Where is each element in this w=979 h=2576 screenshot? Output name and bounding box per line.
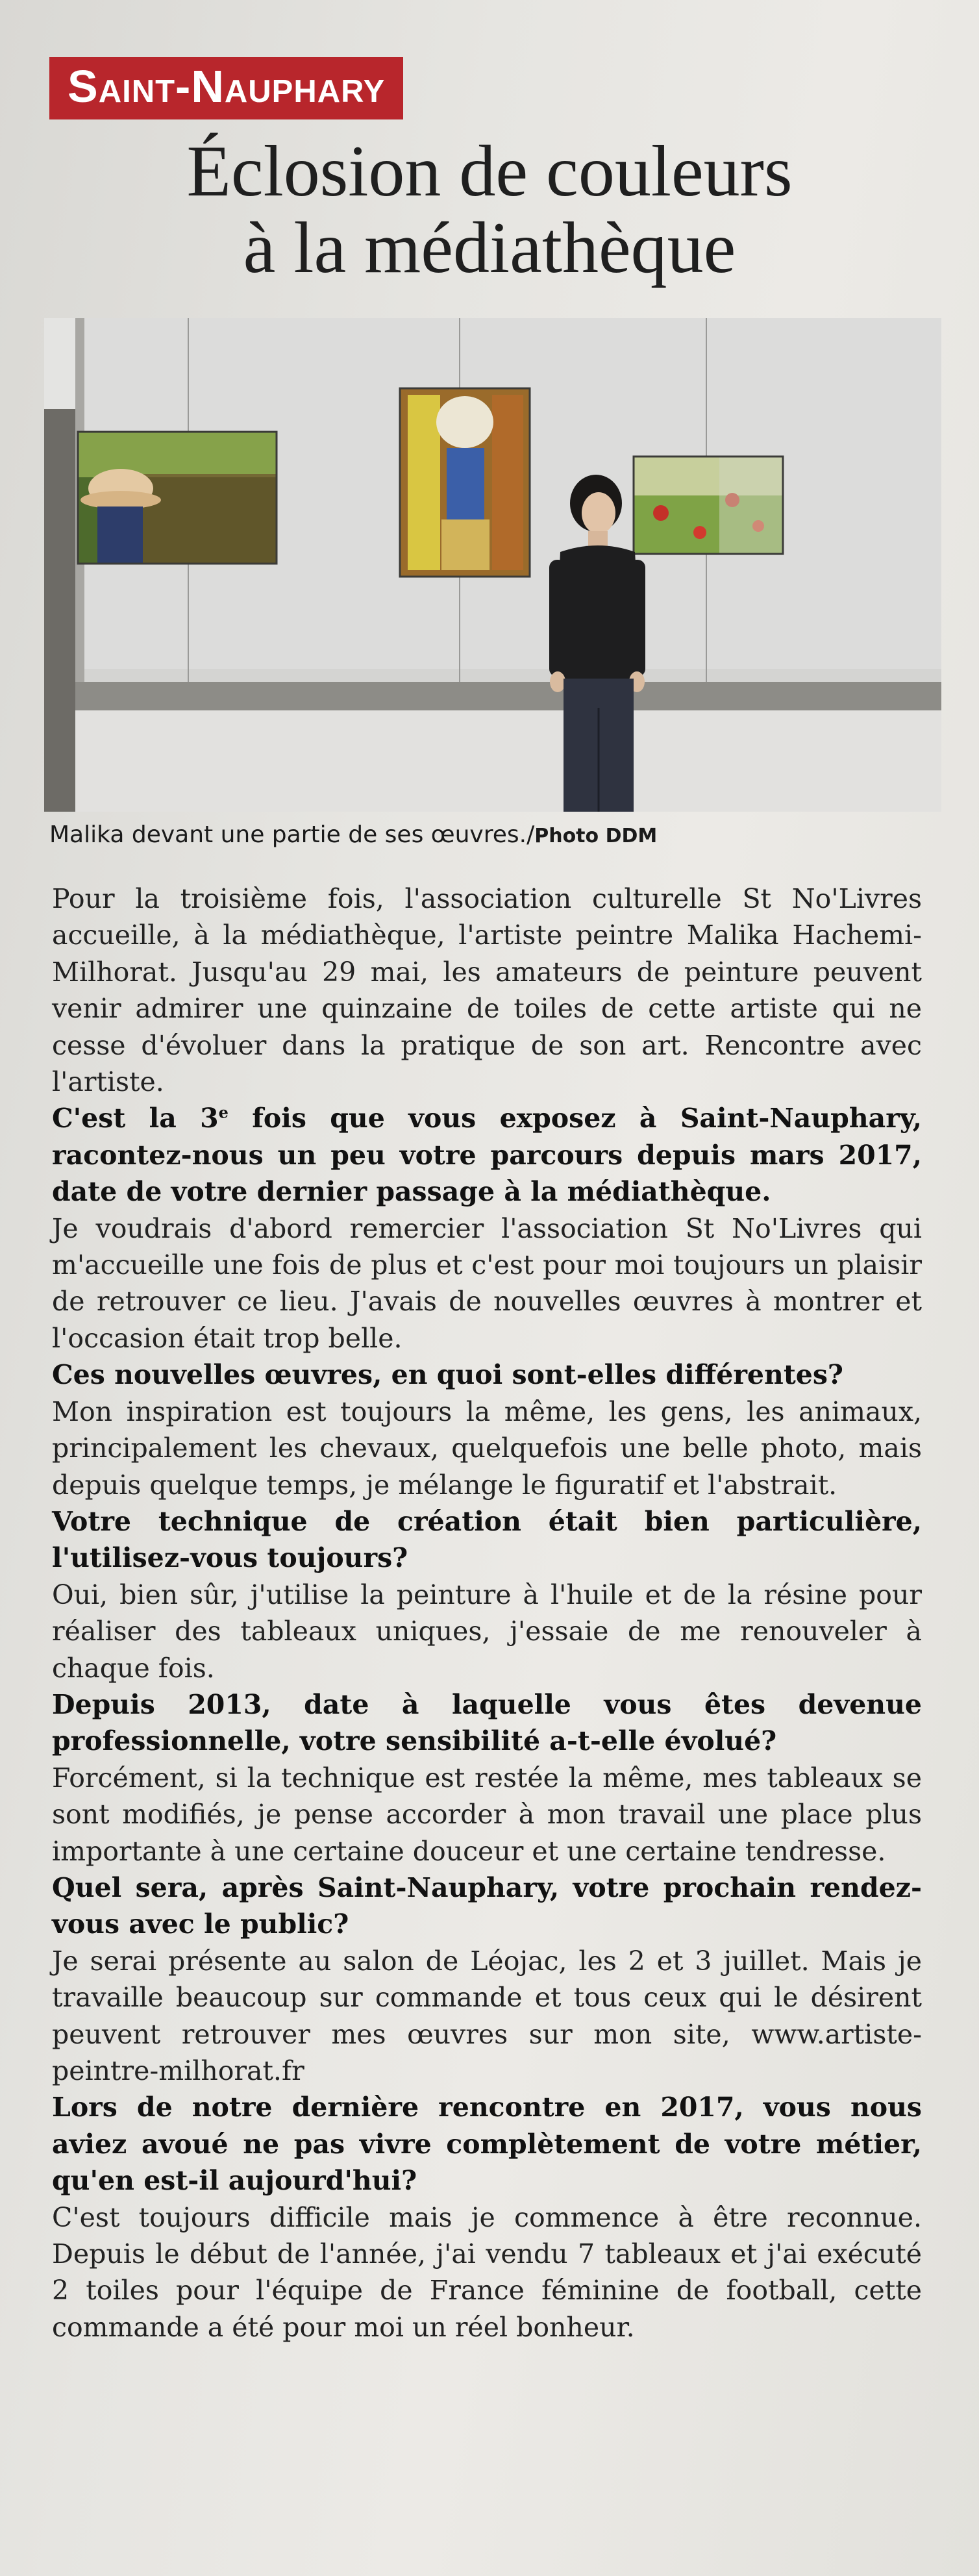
question-1-start: C'est la 3 <box>52 1103 219 1134</box>
ordinal-suffix: e <box>218 1103 229 1122</box>
headline <box>0 133 979 286</box>
answer-6: C'est toujours difficile mais je commence à être reconnue. Depuis le début de l'année, j'ai vendu 7 tableaux et j'ai exécuté 2 toiles pour l'équipe de France féminine de football, cette commande a été pour moi un réel bonheur. <box>52 2201 922 2343</box>
question-4: Depuis 2013, date à laquelle vous êtes devenue professionnelle, votre sensibilité a-t-elle évolué? <box>52 1688 922 1757</box>
article-body <box>52 881 922 2345</box>
article-photo <box>44 318 941 812</box>
answer-5: Je serai présente au salon de Léojac, les 2 et 3 juillet. Mais je travaille beaucoup sur commande et tous ceux qui le désirent peuvent retrouver mes œuvres sur mon site, www.artiste-peintre-milhorat.fr <box>52 1945 922 2086</box>
question-3: Votre technique de création était bien particulière, l'utilisez-vous toujours? <box>52 1505 922 1574</box>
caption-text: Malika devant une partie de ses œuvres./ <box>49 821 535 848</box>
article-intro: Pour la troisième fois, l'association culturelle St No'Livres accueille, à la médiathèque, l'artiste peintre Malika Hachemi-Milhorat. Jusqu'au 29 mai, les amateurs de peinture peuvent venir admirer une quinzaine de toiles de cette artiste qui ne cesse d'évoluer dans la pratique de son art. Rencontre avec l'artiste. <box>52 883 922 1098</box>
question-5: Quel sera, après Saint-Nauphary, votre prochain rendez-vous avec le public? <box>52 1871 922 1940</box>
answer-1: Je voudrais d'abord remercier l'association St No'Livres qui m'accueille une fois de plus et c'est pour moi toujours un plaisir de retrouver ce lieu. J'avais de nouvelles œuvres à montrer et l'occasion était trop belle. <box>52 1212 922 1354</box>
painting-1 <box>78 432 277 564</box>
question-6: Lors de notre dernière rencontre en 2017, vous nous aviez avoué ne pas vivre complètement de votre métier, qu'en est-il aujourd'hui? <box>52 2092 922 2197</box>
photo-caption <box>49 819 657 852</box>
answer-3: Oui, bien sûr, j'utilise la peinture à l'huile et de la résine pour réaliser des tableaux uniques, j'essaie de me renouveler à chaque fois. <box>52 1579 922 1684</box>
section-kicker: Saint-Nauphary <box>49 57 403 119</box>
caption-credit: Photo DDM <box>534 825 658 847</box>
question-1 <box>52 1100 922 1210</box>
painting-2 <box>400 388 530 577</box>
painting-3 <box>634 456 783 554</box>
question-1-end: fois que vous exposez à Saint-Nauphary, racontez-nous un peu votre parcours depuis mars 2017, date de votre dernier passage à la médiathèque. <box>52 1103 923 1208</box>
answer-4: Forcément, si la technique est restée la même, mes tableaux se sont modifiés, je pense accorder à mon travail une place plus importante à une certaine douceur et une certaine tendresse. <box>52 1762 922 1867</box>
answer-2: Mon inspiration est toujours la même, les gens, les animaux, principalement les chevaux, quelquefois une belle photo, mais depuis quelque temps, je mélange le figuratif et l'abstrait. <box>52 1395 922 1501</box>
headline-line-1: Éclosion de couleurs <box>186 131 793 212</box>
question-2: Ces nouvelles œuvres, en quoi sont-elles différentes? <box>52 1359 843 1391</box>
headline-line-2: à la médiathèque <box>243 208 736 288</box>
